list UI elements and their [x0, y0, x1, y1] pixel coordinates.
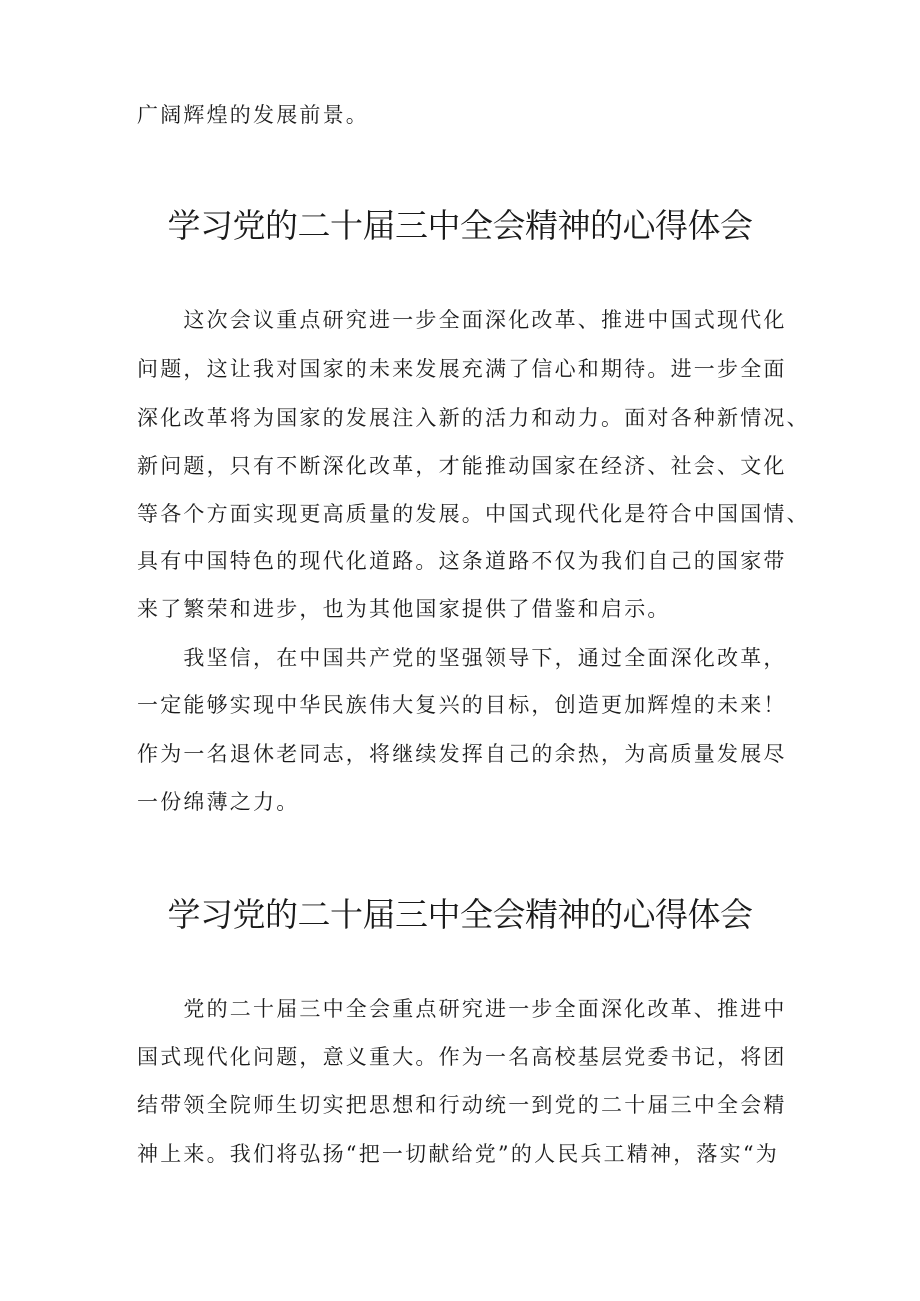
paragraph-line: 我坚信，在中国共产党的坚强领导下，通过全面深化改革， — [137, 646, 787, 670]
paragraph-line: 等各个方面实现更高质量的发展。中国式现代化是符合中国国情、 — [137, 502, 810, 526]
paragraph-line: 国式现代化问题，意义重大。作为一名高校基层党委书记，将团 — [137, 1045, 787, 1069]
carryover-line: 广阔辉煌的发展前景。 — [137, 103, 369, 127]
paragraph-line: 一份绵薄之力。 — [137, 790, 300, 814]
paragraph-line: 神上来。我们将弘扬“把一切献给党”的人民兵工精神，落实“为 — [137, 1142, 780, 1166]
paragraph-line: 一定能够实现中华民族伟大复兴的目标，创造更加辉煌的未来！ — [137, 693, 787, 717]
paragraph-line: 作为一名退休老同志，将继续发挥自己的余热，为高质量发展尽 — [137, 742, 787, 766]
paragraph-line: 这次会议重点研究进一步全面深化改革、推进中国式现代化 — [137, 308, 787, 332]
paragraph-line: 党的二十届三中全会重点研究进一步全面深化改革、推进中 — [137, 997, 787, 1021]
paragraph-line: 新问题，只有不断深化改革，才能推动国家在经济、社会、文化 — [137, 454, 787, 478]
paragraph-line: 深化改革将为国家的发展注入新的活力和动力。面对各种新情况、 — [137, 406, 810, 430]
paragraph-line: 结带领全院师生切实把思想和行动统一到党的二十届三中全会精 — [137, 1093, 787, 1117]
paragraph-line: 来了繁荣和进步，也为其他国家提供了借鉴和启示。 — [137, 597, 671, 621]
section-title: 学习党的二十届三中全会精神的心得体会 — [167, 206, 753, 245]
paragraph-line: 问题，这让我对国家的未来发展充满了信心和期待。进一步全面 — [137, 357, 787, 381]
section-title: 学习党的二十届三中全会精神的心得体会 — [167, 895, 753, 934]
paragraph-line: 具有中国特色的现代化道路。这条道路不仅为我们自己的国家带 — [137, 549, 787, 573]
